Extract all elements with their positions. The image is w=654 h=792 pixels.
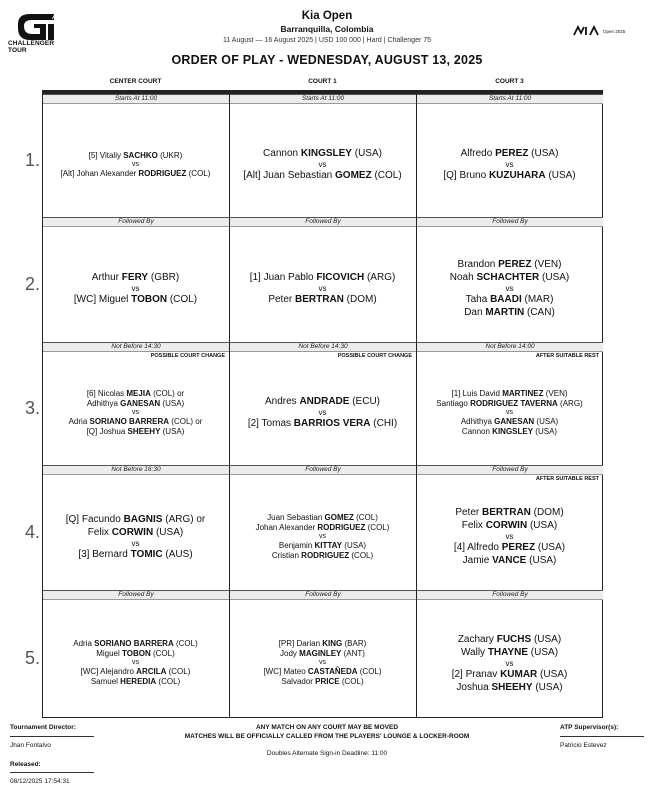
logo-text: CHALLENGER TOUR: [8, 40, 55, 54]
versus-label: vs: [505, 532, 514, 541]
row-number: 4.: [25, 521, 41, 542]
player-surname: PEREZ: [501, 542, 536, 553]
time-band: Followed By: [43, 590, 229, 600]
player-prefix: [Alt] Johan Alexander: [60, 168, 139, 178]
player-surname: KUZUHARA: [488, 170, 546, 181]
player-surname: CORWIN: [485, 520, 528, 531]
player-surname: MEJIA: [126, 388, 151, 398]
court-note: AFTER SUITABLE REST: [535, 476, 599, 482]
player-suffix: (AUS): [162, 548, 193, 560]
court-note: POSSIBLE COURT CHANGE: [337, 353, 412, 359]
player-surname: FUCHS: [496, 633, 532, 645]
player-prefix: Felix: [87, 526, 112, 538]
player-prefix: [2] Pranav: [451, 668, 501, 680]
player-suffix: (COL): [166, 667, 191, 676]
court-note: POSSIBLE COURT CHANGE: [150, 353, 225, 359]
supervisor-name: Patricio Estevez: [560, 742, 607, 749]
player-line: [66, 513, 206, 526]
player-prefix: [Q] Facundo: [65, 513, 124, 525]
notice-line-1: ANY MATCH ON ANY COURT MAY BE MOVED: [255, 724, 399, 731]
player-surname: KITTAY: [314, 540, 343, 550]
player-line: [263, 147, 382, 160]
player-suffix: (COL): [353, 512, 378, 522]
player-suffix: (USA): [539, 272, 570, 283]
match-cell: [229, 608, 416, 718]
player-surname: ARCILA: [136, 667, 167, 676]
match-cell: [229, 360, 416, 465]
player-prefix: Taha: [465, 294, 491, 305]
player-suffix: (COL): [349, 550, 374, 560]
versus-label: vs: [131, 538, 140, 548]
player-line: [272, 551, 373, 561]
match-cell: [42, 483, 229, 590]
player-suffix: (USA): [527, 520, 558, 531]
match-cell: [42, 608, 229, 718]
time-band: Not Before 14:30: [230, 342, 416, 352]
player-suffix: (ARG): [364, 272, 396, 283]
versus-label: vs: [506, 408, 513, 416]
match-cell: [416, 483, 603, 590]
court-note: AFTER SUITABLE REST: [535, 353, 599, 359]
player-line: [89, 151, 183, 161]
doubles-deadline: Doubles Alternate Sign-in Deadline: 11:00: [266, 750, 388, 757]
player-surname: GANESAN: [120, 398, 161, 408]
match-cell: [416, 608, 603, 718]
player-surname: SHEEHY: [491, 681, 533, 693]
player-line: [281, 677, 363, 687]
time-band: Not Before 14:00: [417, 342, 603, 352]
player-suffix: (USA): [526, 555, 557, 566]
time-band: Not Before 14:30: [43, 342, 229, 352]
player-prefix: Zachary: [457, 633, 497, 645]
player-prefix: Cannon: [263, 148, 301, 159]
player-suffix: (USA): [342, 540, 367, 550]
released-label: Released:: [10, 761, 41, 768]
player-prefix: Johan Alexander: [255, 522, 318, 532]
versus-label: vs: [131, 284, 140, 293]
player-line: [88, 526, 183, 539]
player-prefix: Adria: [73, 639, 95, 648]
player-surname: SORIANO BARRERA: [94, 639, 174, 648]
player-line: [81, 667, 191, 677]
player-surname: CASTAÑEDA: [307, 667, 358, 676]
player-line: [69, 417, 203, 427]
player-prefix: [3] Bernard: [78, 548, 131, 560]
player-line: [78, 548, 192, 561]
player-prefix: Jody: [280, 649, 300, 658]
player-line: [462, 519, 557, 532]
player-prefix: [4] Alfredo: [453, 542, 502, 553]
player-line: [96, 649, 175, 659]
player-surname: SORIANO BARRERA: [89, 416, 170, 426]
player-line: [443, 169, 575, 182]
player-line: [87, 399, 184, 409]
versus-label: vs: [505, 160, 514, 169]
time-band: Followed By: [417, 217, 603, 227]
player-surname: RODRIGUEZ: [317, 522, 366, 532]
player-line: [250, 271, 396, 284]
player-prefix: Wally: [460, 646, 488, 658]
match-cell: [416, 112, 603, 217]
player-surname: SACHKO: [123, 150, 158, 160]
player-surname: VANCE: [492, 555, 527, 566]
player-line: [92, 271, 179, 284]
player-line: [243, 169, 401, 182]
tournament-info: 11 August — 16 August 2025 | USD 100 000 | Hard | Challenger 75: [222, 37, 432, 44]
time-band: Followed By: [230, 217, 416, 227]
time-band: Not Before 16:30: [43, 465, 229, 475]
player-prefix: Miguel: [96, 649, 123, 658]
player-surname: SHEEHY: [127, 426, 161, 436]
player-prefix: Arthur: [91, 272, 122, 283]
player-suffix: (GBR): [148, 272, 180, 283]
player-suffix: (COL): [357, 667, 382, 676]
player-prefix: Adria: [68, 416, 90, 426]
player-prefix: [WC] Miguel: [73, 294, 132, 305]
player-suffix: (MAR): [521, 294, 554, 305]
player-surname: TOBON: [122, 649, 151, 658]
player-prefix: Salvador: [281, 677, 316, 686]
player-surname: HEREDIA: [120, 677, 157, 686]
player-surname: KINGSLEY: [492, 426, 534, 436]
player-suffix: (USA): [160, 398, 185, 408]
player-surname: PEREZ: [495, 148, 529, 159]
order-of-play-title: ORDER OF PLAY - WEDNESDAY, AUGUST 13, 2025: [171, 53, 483, 67]
player-suffix: (VEN): [531, 259, 562, 270]
player-surname: RODRIGUEZ TAVERNA: [470, 398, 558, 408]
time-band: Followed By: [417, 465, 603, 475]
player-suffix: (ARG) or: [162, 513, 206, 525]
player-suffix: (VEN): [543, 388, 568, 398]
player-line: [452, 668, 568, 681]
player-prefix: Peter: [455, 507, 482, 518]
player-prefix: Brandon: [457, 259, 499, 270]
player-surname: BERTRAN: [482, 507, 531, 518]
player-surname: MARTIN: [485, 307, 525, 318]
versus-label: vs: [132, 659, 139, 666]
tournament-title: Kia Open: [301, 10, 353, 22]
match-cell: [42, 360, 229, 465]
player-line: [267, 513, 378, 523]
player-surname: SCHACHTER: [476, 272, 540, 283]
player-surname: BAADI: [490, 294, 522, 305]
player-suffix: (CAN): [524, 307, 555, 318]
versus-label: vs: [318, 408, 327, 417]
player-line: [87, 389, 184, 399]
versus-label: vs: [505, 284, 514, 293]
player-prefix: [1] Juan Pablo: [249, 272, 317, 283]
player-prefix: [WC] Alejandro: [80, 667, 137, 676]
match-cell: [416, 360, 603, 465]
player-surname: GANESAN: [494, 416, 535, 426]
player-prefix: [Q] Bruno: [443, 170, 489, 181]
player-suffix: (COL): [365, 522, 390, 532]
match-cell: [229, 112, 416, 217]
tournament-location: Barranquilla, Colombia: [280, 24, 374, 34]
player-line: [265, 395, 380, 408]
match-cell: [42, 235, 229, 342]
versus-label: vs: [318, 160, 327, 169]
player-line: [463, 554, 557, 567]
player-suffix: (COL): [167, 294, 198, 305]
match-cell: [229, 235, 416, 342]
player-prefix: Jamie: [462, 555, 493, 566]
player-surname: MAGINLEY: [299, 649, 342, 658]
player-suffix: (COL): [150, 649, 175, 658]
player-surname: PEREZ: [498, 259, 532, 270]
player-surname: BERTRAN: [295, 294, 344, 305]
player-line: [456, 681, 562, 694]
player-prefix: Joshua: [456, 681, 492, 693]
player-line: [74, 293, 197, 306]
player-line: [461, 417, 558, 427]
versus-label: vs: [319, 659, 326, 666]
released-value: 08/12/2025 17:54:31: [10, 778, 70, 785]
player-prefix: [PR] Darian: [278, 639, 323, 648]
player-prefix: Andres: [264, 396, 300, 407]
player-line: [454, 541, 565, 554]
player-prefix: Felix: [461, 520, 486, 531]
player-line: [461, 147, 559, 160]
versus-label: vs: [318, 284, 327, 293]
time-band: Followed By: [43, 217, 229, 227]
player-line: [87, 427, 185, 437]
player-suffix: (UKR): [157, 150, 183, 160]
notice-line-2: MATCHES WILL BE OFFICIALLY CALLED FROM THE PLAYERS' LOUNGE & LOCKER-ROOM: [184, 733, 470, 740]
player-line: [458, 633, 561, 646]
player-suffix: (USA): [537, 668, 568, 680]
player-surname: KUMAR: [500, 668, 538, 680]
player-prefix: [Q] Joshua: [86, 426, 128, 436]
player-line: [263, 667, 381, 677]
player-suffix: (CHI): [370, 418, 398, 429]
player-line: [279, 541, 366, 551]
player-line: [451, 389, 567, 399]
svg-text:ATP: ATP: [52, 15, 64, 21]
player-line: [455, 506, 563, 519]
player-prefix: [2] Tomas: [247, 418, 294, 429]
player-suffix: (USA): [528, 646, 559, 658]
player-suffix: (COL) or: [169, 416, 203, 426]
director-name: Jhan Fontalvo: [10, 742, 51, 749]
player-surname: RODRIGUEZ: [138, 168, 187, 178]
court-header-center: CENTER COURT: [109, 78, 162, 85]
player-prefix: Cristian: [271, 550, 302, 560]
player-surname: TOMIC: [130, 548, 163, 560]
match-cell: [42, 112, 229, 217]
player-suffix: (USA): [545, 170, 576, 181]
released-underline: [10, 772, 94, 773]
player-surname: GOMEZ: [335, 170, 372, 181]
player-suffix: (COL): [156, 677, 181, 686]
versus-label: vs: [319, 532, 326, 540]
player-prefix: Noah: [449, 272, 477, 283]
player-prefix: Juan Sebastian: [267, 512, 325, 522]
player-suffix: (USA): [153, 526, 184, 538]
row-number: 1.: [25, 149, 41, 170]
match-cell: [416, 235, 603, 342]
versus-label: vs: [132, 408, 139, 416]
player-suffix: (COL): [371, 170, 402, 181]
player-suffix: (USA): [533, 426, 558, 436]
player-line: [73, 639, 197, 649]
player-surname: ANDRADE: [299, 396, 350, 407]
director-label: Tournament Director:: [10, 724, 76, 731]
player-line: [466, 293, 554, 306]
court-header-3: COURT 3: [495, 78, 524, 85]
player-surname: CORWIN: [111, 526, 154, 538]
player-suffix: (USA): [351, 148, 382, 159]
player-suffix: (COL): [173, 639, 198, 648]
player-surname: FERY: [121, 272, 149, 283]
player-line: [248, 417, 397, 430]
row-number: 5.: [25, 648, 41, 668]
versus-label: vs: [505, 658, 514, 668]
player-line: [256, 523, 390, 533]
time-band: Starts At 11:00: [417, 94, 603, 104]
time-band: Followed By: [417, 590, 603, 600]
player-surname: KINGSLEY: [300, 148, 352, 159]
player-line: [464, 306, 555, 319]
player-suffix: (DOM): [343, 294, 377, 305]
player-surname: FICOVICH: [316, 272, 365, 283]
player-surname: GOMEZ: [324, 512, 354, 522]
player-suffix: (USA): [531, 633, 562, 645]
player-prefix: Cannon: [461, 426, 493, 436]
time-band: Followed By: [230, 590, 416, 600]
versus-label: vs: [132, 160, 139, 168]
player-suffix: (USA): [528, 148, 559, 159]
player-line: [279, 639, 367, 649]
player-suffix: (COL): [339, 677, 364, 686]
svg-text:Open 2025: Open 2025: [603, 29, 626, 34]
player-prefix: Peter: [268, 294, 295, 305]
player-surname: KING: [322, 639, 343, 648]
player-prefix: [Alt] Juan Sebastian: [243, 170, 336, 181]
player-suffix: (ANT): [341, 649, 365, 658]
player-suffix: (ECU): [349, 396, 381, 407]
row-number: 2.: [25, 273, 41, 294]
player-suffix: (ARG): [557, 398, 583, 408]
player-surname: THAYNE: [487, 646, 529, 658]
supervisor-underline: [560, 736, 644, 737]
player-prefix: Adhithya: [86, 398, 121, 408]
time-band: Starts At 11:00: [230, 94, 416, 104]
player-surname: RODRIGUEZ: [301, 550, 350, 560]
player-suffix: (USA): [160, 426, 185, 436]
player-suffix: (BAR): [342, 639, 367, 648]
player-line: [61, 169, 211, 179]
player-prefix: Alfredo: [460, 148, 496, 159]
player-prefix: [1] Luis David: [451, 388, 503, 398]
player-prefix: [5] Vitaliy: [88, 150, 124, 160]
player-line: [268, 293, 376, 306]
player-suffix: (COL): [186, 168, 211, 178]
player-line: [280, 649, 365, 659]
player-surname: PRICE: [315, 677, 340, 686]
player-line: [450, 271, 569, 284]
player-suffix: (USA): [532, 681, 563, 693]
player-prefix: Benjamin: [278, 540, 315, 550]
row-number: 3.: [25, 397, 41, 418]
player-line: [91, 677, 180, 687]
player-line: [462, 427, 557, 437]
supervisor-label: ATP Supervisor(s):: [560, 724, 619, 731]
player-suffix: (COL) or: [150, 388, 185, 398]
court-header-1: COURT 1: [308, 78, 337, 85]
player-suffix: (USA): [534, 416, 559, 426]
player-prefix: Adhithya: [460, 416, 495, 426]
time-band: Starts At 11:00: [43, 94, 229, 104]
player-surname: BARRIOS VERA: [293, 418, 371, 429]
player-line: [436, 399, 582, 409]
match-cell: [229, 483, 416, 590]
player-prefix: Dan: [464, 307, 486, 318]
player-surname: MARTINEZ: [502, 388, 544, 398]
player-prefix: [WC] Mateo: [263, 667, 308, 676]
player-prefix: [6] Nicolas: [86, 388, 127, 398]
player-prefix: Santiago: [436, 398, 471, 408]
player-prefix: Samuel: [90, 677, 121, 686]
player-suffix: (DOM): [530, 507, 564, 518]
player-line: [458, 258, 562, 271]
player-line: [461, 646, 558, 659]
player-suffix: (USA): [535, 542, 566, 553]
time-band: Followed By: [230, 465, 416, 475]
player-surname: TOBON: [131, 294, 168, 305]
player-surname: BAGNIS: [123, 513, 163, 525]
kia-logo: [572, 25, 632, 37]
